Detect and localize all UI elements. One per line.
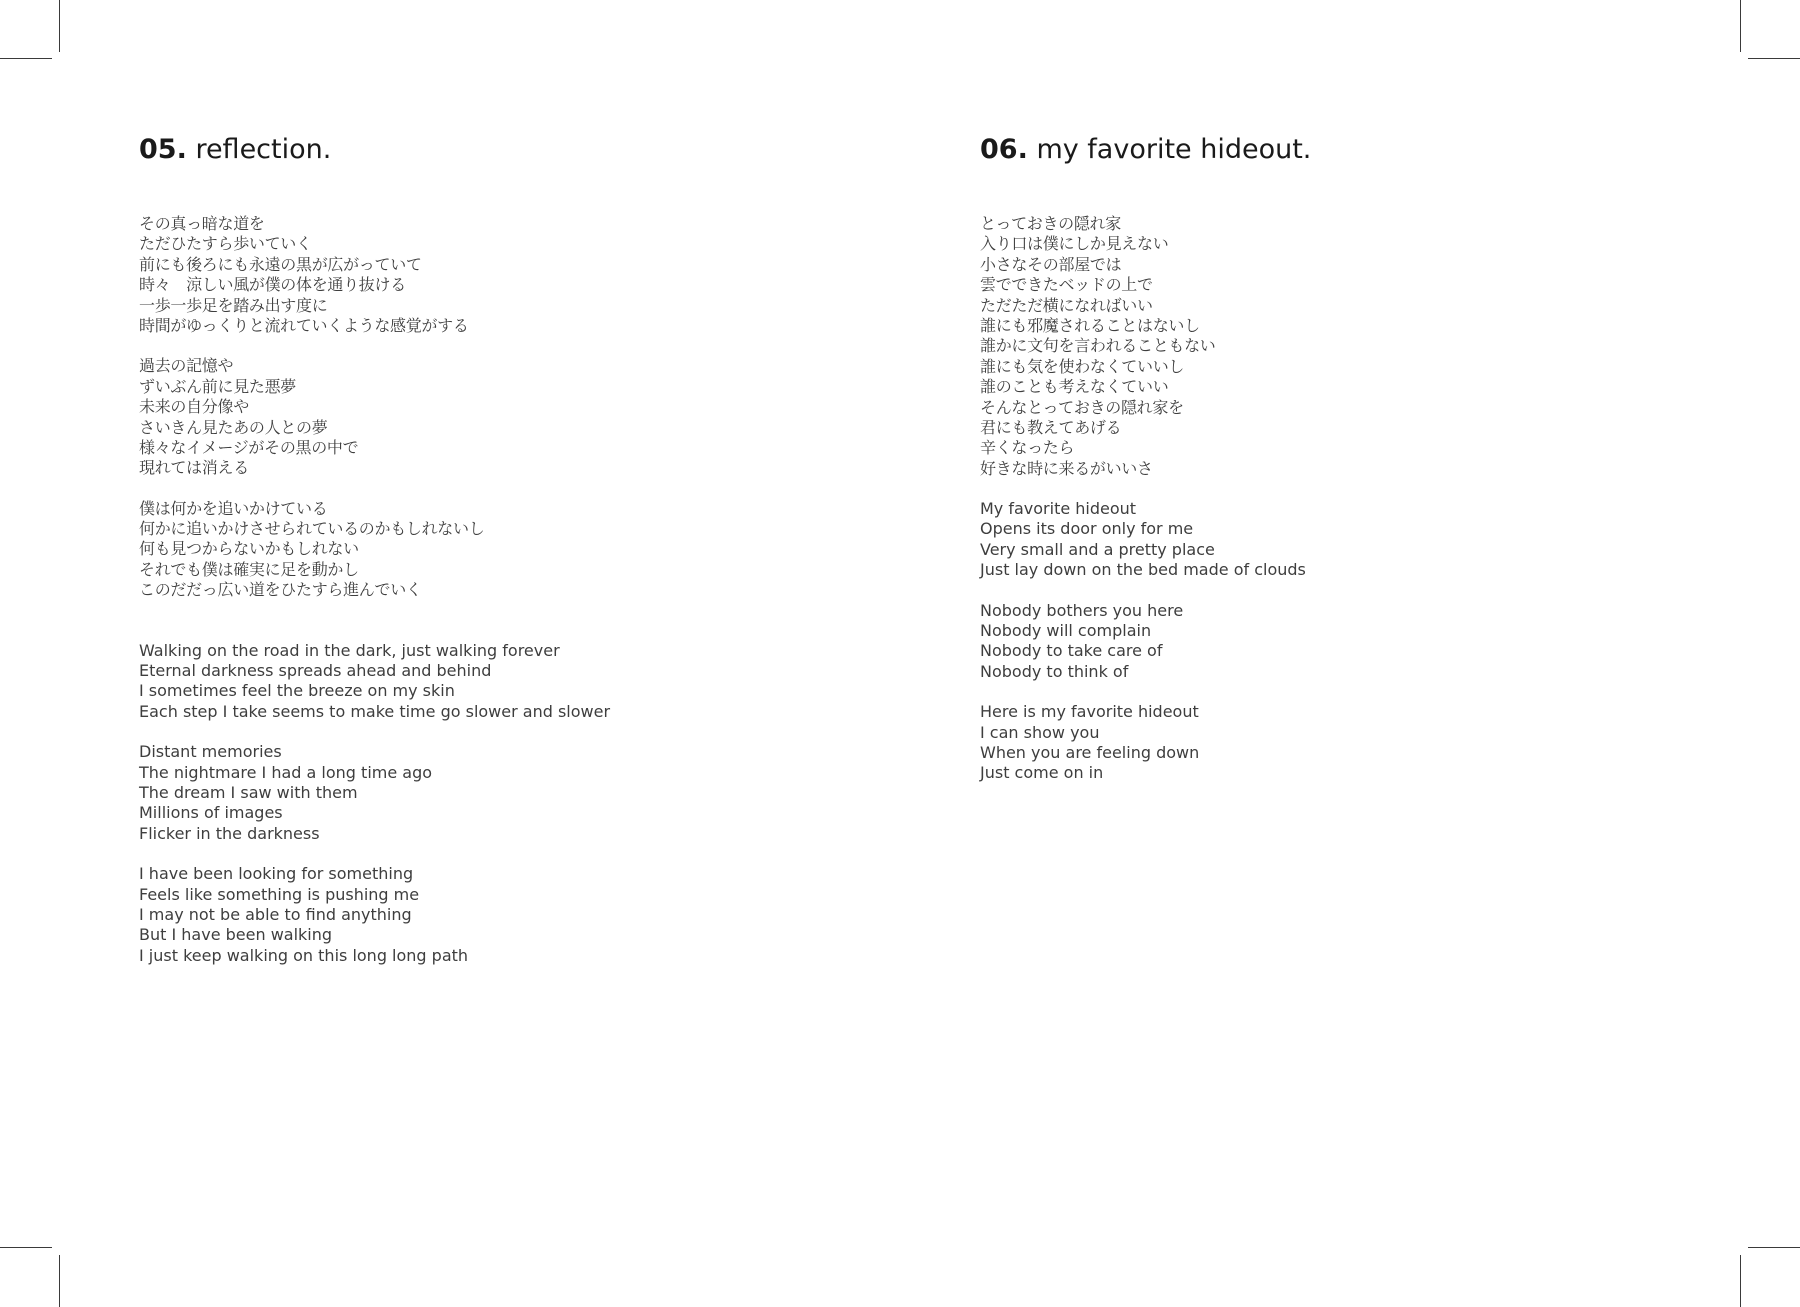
song-number: 06. xyxy=(980,134,1028,165)
lyric-line: ただひたすら歩いていく xyxy=(139,234,312,254)
lyric-line: Very small and a pretty place xyxy=(980,539,1215,559)
lyric-line: 僕は何かを追いかけている xyxy=(139,498,328,518)
lyric-line: The dream I saw with them xyxy=(139,782,358,802)
song-title xyxy=(980,132,1740,168)
lyric-line: 時々 涼しい風が僕の体を通り抜ける xyxy=(139,275,406,295)
stanza-en-1 xyxy=(980,499,1740,581)
lyric-line: Distant memories xyxy=(139,742,282,762)
lyric-line: The nightmare I had a long time ago xyxy=(139,762,433,782)
lyric-line: Eternal darkness spreads ahead and behind xyxy=(139,661,492,681)
crop-mark-bottom-right-vertical xyxy=(1740,1255,1741,1307)
song-title-text: my favorite hideout. xyxy=(1036,134,1312,165)
lyric-line: Nobody bothers you here xyxy=(980,600,1184,620)
lyric-line: 辛くなったら xyxy=(980,438,1075,458)
lyric-line: I just keep walking on this long long path xyxy=(139,945,469,965)
lyric-line: 前にも後ろにも永遠の黒が広がっていて xyxy=(139,254,422,274)
lyric-line: 未来の自分像や xyxy=(139,397,249,417)
stanza-en-3 xyxy=(139,864,899,966)
lyric-line: 現れては消える xyxy=(139,458,249,478)
lyric-line: とっておきの隠れ家 xyxy=(980,214,1121,233)
lyric-line: Here is my favorite hideout xyxy=(980,702,1199,722)
song-my-favorite-hideout xyxy=(980,132,1740,784)
crop-mark-top-right-vertical xyxy=(1740,0,1741,52)
lyric-line: 君にも教えてあげる xyxy=(980,417,1122,437)
song-title xyxy=(139,132,899,168)
crop-mark-bottom-right-horizontal xyxy=(1748,1247,1800,1248)
lyric-line: Walking on the road in the dark, just walking forever xyxy=(139,640,560,660)
lyric-line: Millions of images xyxy=(139,803,283,823)
lyric-line: I sometimes feel the breeze on my skin xyxy=(139,681,455,701)
lyric-line: 一歩一歩足を踏み出す度に xyxy=(139,295,328,315)
lyric-line: 誰にも気を使わなくていいし xyxy=(980,356,1185,376)
lyric-line: Just lay down on the bed made of clouds xyxy=(980,560,1306,580)
lyric-line: But I have been walking xyxy=(139,925,333,945)
song-number: 05. xyxy=(139,134,187,165)
lyric-line: Each step I take seems to make time go slower and slower xyxy=(139,701,611,721)
lyric-line: Flicker in the darkness xyxy=(139,823,320,843)
lyric-line: 時間がゆっくりと流れていくような感覚がする xyxy=(139,315,469,335)
lyric-line: 何も見つからないかもしれない xyxy=(139,539,359,559)
crop-mark-bottom-left-vertical xyxy=(59,1255,60,1307)
crop-mark-bottom-left-horizontal xyxy=(0,1247,52,1248)
lyric-line: I have been looking for something xyxy=(139,864,414,884)
stanza-jp-1 xyxy=(980,214,1740,479)
lyric-line: さいきん見たあの人との夢 xyxy=(139,417,328,437)
lyric-line: 誰のことも考えなくていい xyxy=(980,377,1169,397)
lyric-line: その真っ暗な道を xyxy=(139,214,265,233)
song-title-text: reflection. xyxy=(195,134,332,165)
lyric-line: 雲でできたベッドの上で xyxy=(980,275,1153,295)
stanza-en-2 xyxy=(980,601,1740,683)
lyric-line: Nobody to take care of xyxy=(980,641,1163,661)
lyric-line: ずいぶん前に見た悪夢 xyxy=(139,376,297,396)
lyric-line: それでも僕は確実に足を動かし xyxy=(139,559,359,579)
lyric-line: Just come on in xyxy=(980,763,1104,783)
stanza-en-1 xyxy=(139,641,899,723)
lyric-line: 誰にも邪魔されることはないし xyxy=(980,315,1200,335)
song-reflection xyxy=(139,132,899,966)
lyric-line: 入り口は僕にしか見えない xyxy=(980,234,1169,254)
lyric-line: 誰かに文句を言われることもない xyxy=(980,336,1216,356)
stanza-jp-1 xyxy=(139,214,899,336)
stanza-jp-2 xyxy=(139,356,899,478)
lyric-line: Nobody will complain xyxy=(980,621,1152,641)
lyric-line: ただただ横になればいい xyxy=(980,295,1153,315)
stanza-jp-3 xyxy=(139,499,899,601)
lyric-line: そんなとっておきの隠れ家を xyxy=(980,397,1184,417)
lyric-line: このだだっ広い道をひたすら進んでいく xyxy=(139,580,422,600)
stanza-en-2 xyxy=(139,742,899,844)
lyric-line: 好きな時に来るがいいさ xyxy=(980,458,1153,478)
lyric-line: 過去の記憶や xyxy=(139,356,234,376)
lyric-line: Feels like something is pushing me xyxy=(139,884,420,904)
lyric-line: Nobody to think of xyxy=(980,661,1129,681)
crop-mark-top-right-horizontal xyxy=(1748,58,1800,59)
lyrics xyxy=(139,214,899,966)
lyrics xyxy=(980,214,1740,784)
lyric-line: My favorite hideout xyxy=(980,499,1137,519)
crop-mark-top-left-vertical xyxy=(59,0,60,52)
lyric-line: I may not be able to find anything xyxy=(139,904,412,924)
crop-mark-top-left-horizontal xyxy=(0,58,52,59)
lyric-line: Opens its door only for me xyxy=(980,519,1194,539)
stanza-en-3 xyxy=(980,702,1740,784)
lyric-line: When you are feeling down xyxy=(980,742,1200,762)
lyric-line: I can show you xyxy=(980,722,1100,742)
lyric-line: 何かに追いかけさせられているのかもしれないし xyxy=(139,519,485,539)
lyric-line: 様々なイメージがその黒の中で xyxy=(139,437,359,457)
lyric-line: 小さなその部屋では xyxy=(980,254,1122,274)
